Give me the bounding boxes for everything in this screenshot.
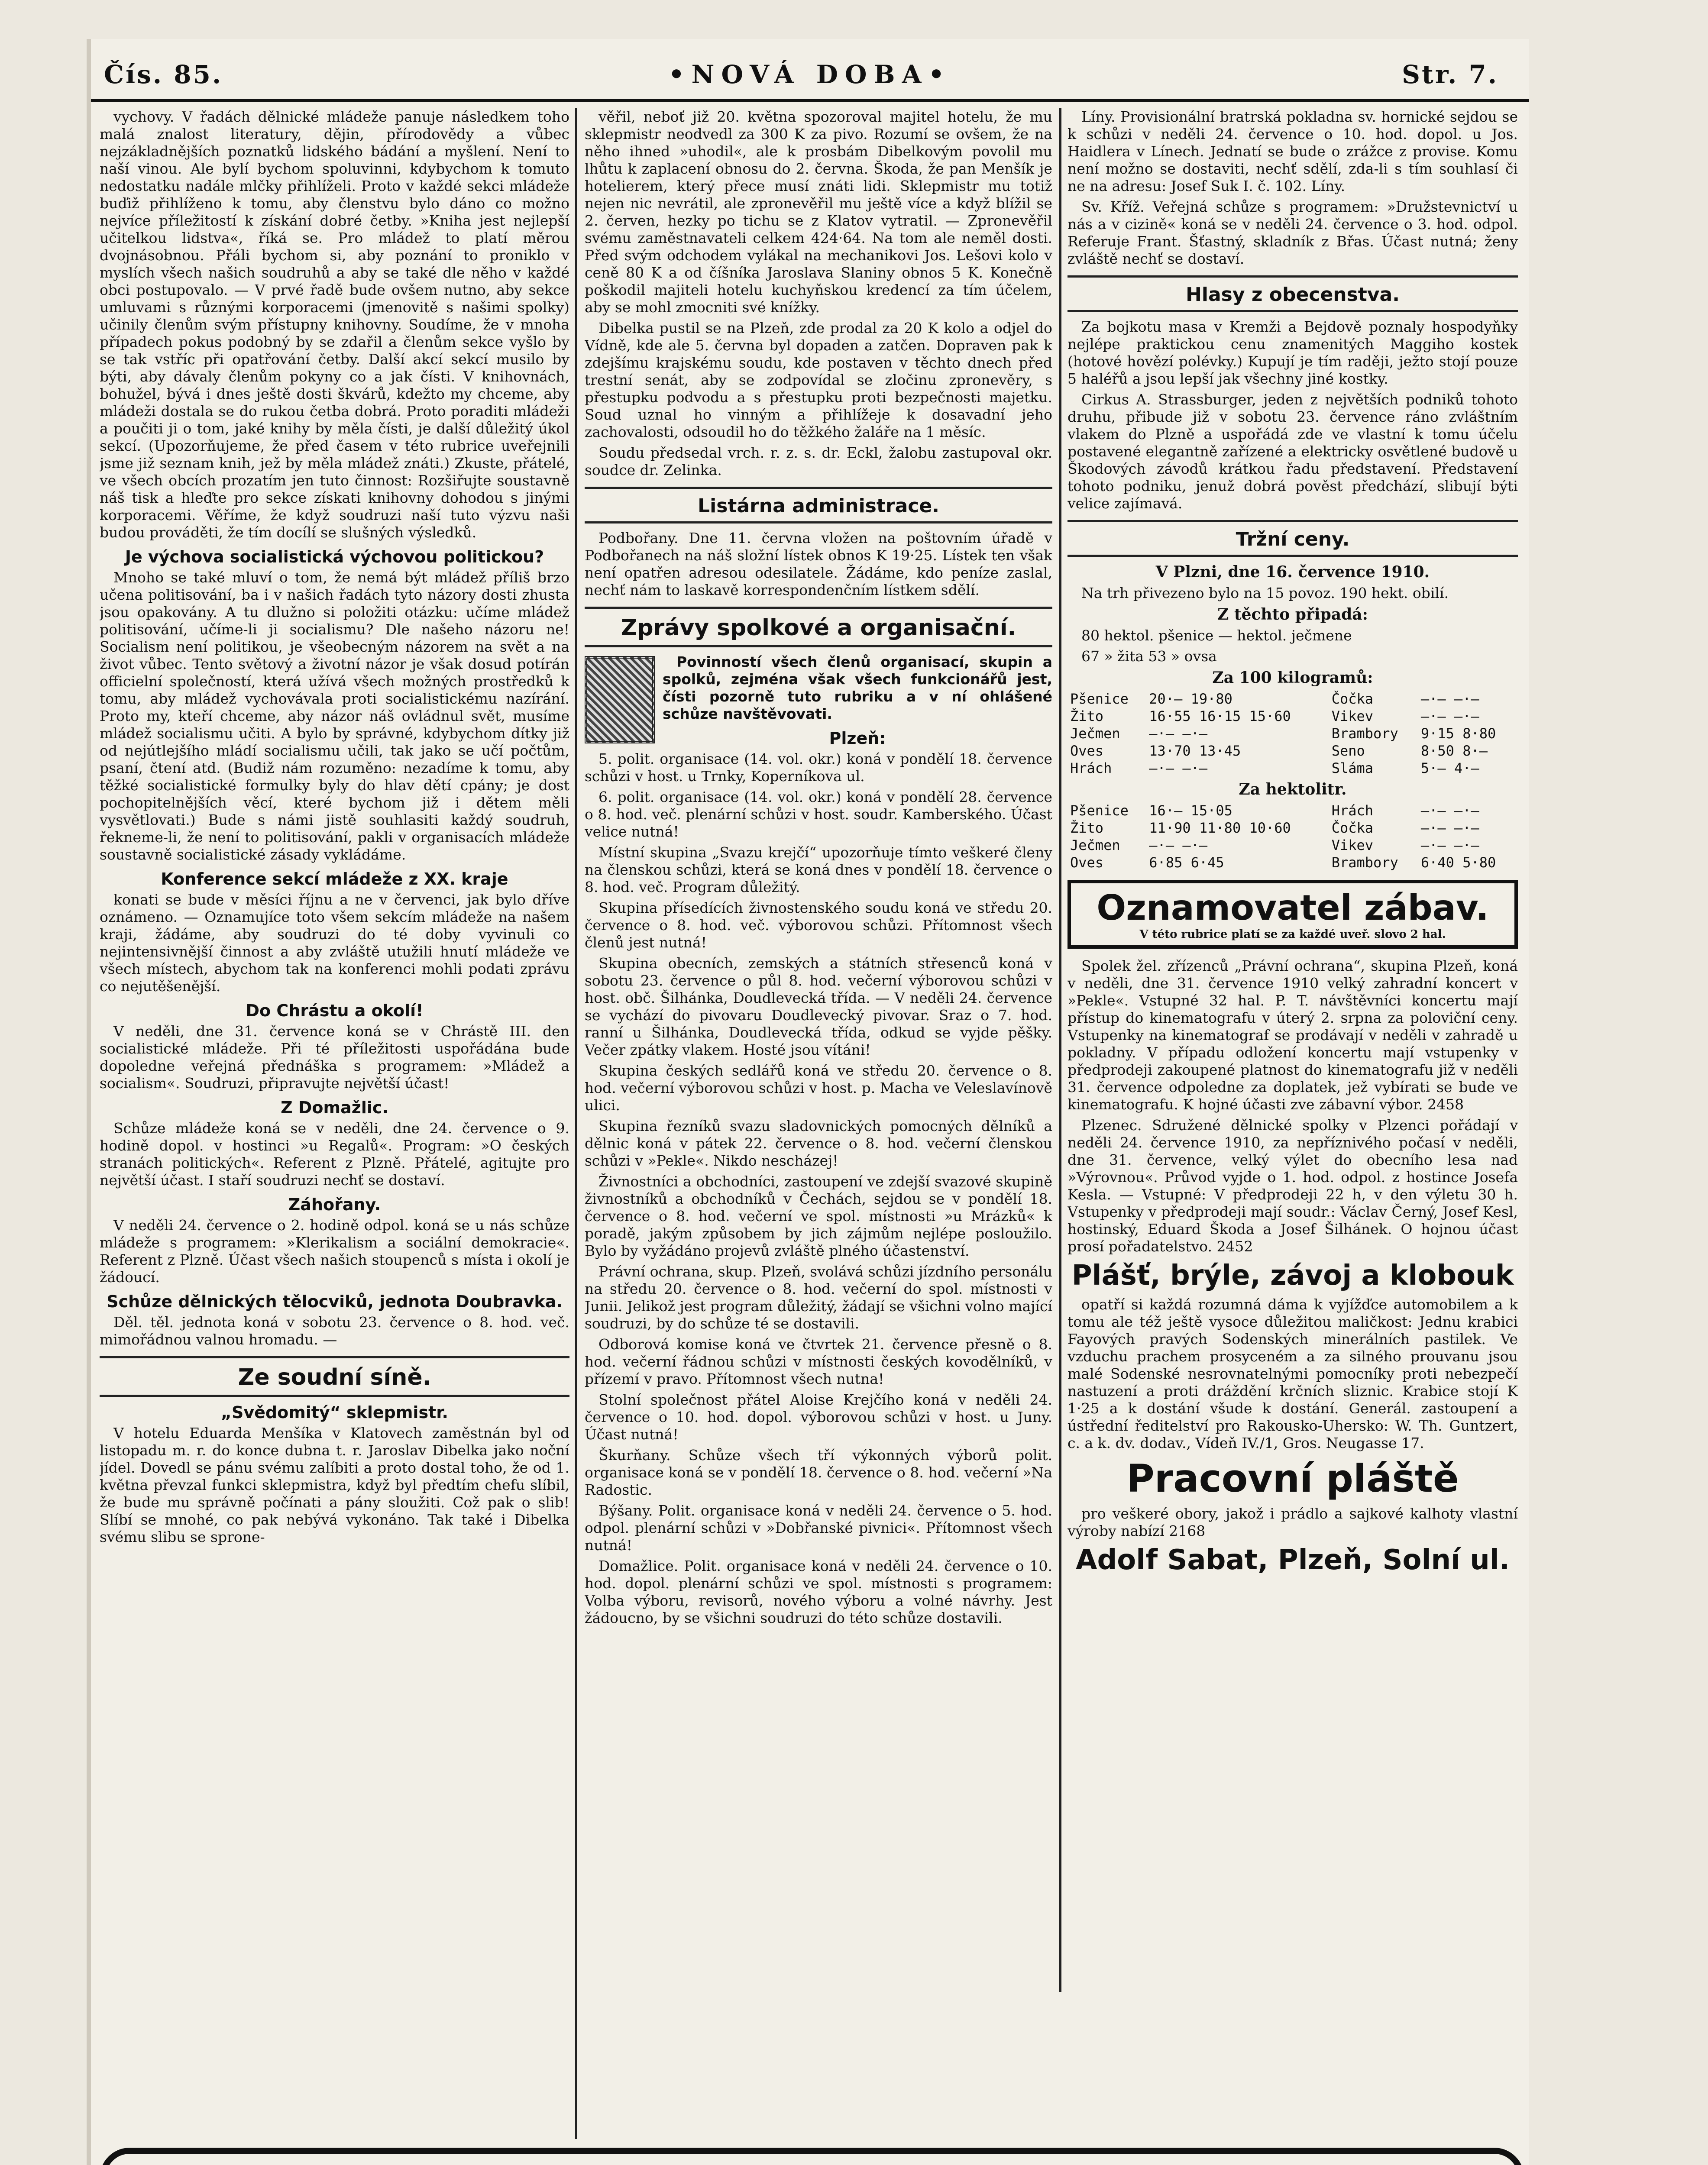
table-row	[1068, 742, 1518, 759]
market-subheading: Z těchto připadá:	[1217, 605, 1368, 624]
table-cell: 9·15 8·80	[1420, 725, 1496, 742]
article-text: V neděli, dne 31. července koná se v Chrástě III. den socialistické mládeže. Při té příležitosti uspořádána bude dopoledne veřejná přednáška s programem: »Mládež a socialism«. Soudruzi, připravujte největší účast!	[100, 1023, 569, 1092]
article-text: Skupina českých sedlářů koná ve středu 20. července o 8. hod. večerní výborovou schůzi v host. p. Macha ve Veleslavínově ulici.	[585, 1062, 1052, 1114]
ad-firm: Adolf Sabat, Plzeň, Solní ul.	[1075, 1544, 1510, 1576]
section-heading: Zprávy spolkové a organisační.	[585, 607, 1052, 647]
article-heading: Je výchova socialistická výchovou politickou?	[125, 547, 544, 566]
table-cell: —·— —·—	[1420, 837, 1479, 853]
article-text: Býšany. Polit. organisace koná v neděli 24. července o 5. hod. odpol. plenární schůzi v »Dobřanské pivnici«. Přítomnost všech nutná!	[585, 1502, 1052, 1554]
article-text: Místní skupina „Svazu krejčí“ upozorňuje tímto veškeré členy na členskou schůzi, která se koná dnes v pondělí 18. července o 8. hod. več. Program důležitý.	[585, 844, 1052, 895]
table-cell: Žito	[1070, 820, 1104, 836]
article-text: Stolní společnost přátel Aloise Krejčího koná v neděli 24. července o 10. hod. dopol. výborovou schůzi v host. u Juny. Účast nutná!	[585, 1391, 1052, 1443]
table-row	[1068, 819, 1518, 837]
ad-text: pro veškeré obory, jakož i prádlo a sajkové kalhoty vlastní výroby nabízí 2168	[1068, 1505, 1518, 1539]
article-text: V neděli 24. července o 2. hodině odpol. koná se u nás schůze mládeže s programem: »Klerikalism a sociální demokracie«. Referent z Plzně. Účast všech našich stoupenců s místa i okolí je žádoucí.	[100, 1217, 569, 1286]
table-cell: —·— —·—	[1420, 820, 1479, 836]
table-cell: Hrách	[1331, 802, 1374, 819]
article-text: Líny. Provisionální bratrská pokladna sv. hornické sejdou se k schůzi v neděli 24. července o 10. hod. dopol. u Jos. Haidlera v Línech. Jednatí se bude o zrážce z provise. Komu není možno se dostaviti, nechť sdělí, zda-li s tím souhlasí či ne na adresu: Josef Suk I. č. 102. Líny.	[1068, 108, 1518, 194]
article-text: Živnostníci a obchodníci, zastoupení ve zdejší svazové skupině živnostníků a obchodníků v Čechách, sejdou se v pondělí 18. července o 8. hod. večerní ve spol. místnosti »u Mrázků« k poradě, jakým způsobem by jich zájmům nejlépe posloužilo. Bylo by vyžádáno projevů zvláště plného účastenství.	[585, 1173, 1052, 1259]
table-cell: Čočka	[1331, 820, 1374, 836]
article-heading: Do Chrástu a okolí!	[246, 1001, 424, 1020]
market-subheading: Za hektolitr.	[1239, 780, 1347, 798]
table-cell: 6·85 6·45	[1149, 854, 1224, 871]
announcements-note: V této rubrice platí se za každé uveř. slovo 2 hal.	[1139, 928, 1446, 941]
market-text: 67 » žita 53 » ovsa	[1081, 648, 1217, 665]
table-cell: Seno	[1331, 743, 1365, 759]
section-heading: Ze soudní síně.	[100, 1356, 569, 1397]
article-text: 6. polit. organisace (14. vol. okr.) koná v pondělí 28. července o 8. hod. več. plenární schůzi v host. soudr. Kamberského. Účast velice nutná!	[585, 788, 1052, 840]
table-cell: Čočka	[1331, 691, 1374, 707]
article-text: Schůze mládeže koná se v neděli, dne 24. července o 9. hodině dopol. v hostinci »u Regalů«. Program: »O českých stranách politických«. Referent z Plzně. Přátelé, agitujte pro největší účast. I staří soudruzi nechť se dostaví.	[100, 1120, 569, 1189]
article-text: Sv. Kříž. Veřejná schůze s programem: »Družstevnictví u nás a v cizině« koná se v neděli 24. července o 3. hod. odpol. Referuje Frant. Šťastný, skladník z Břas. Účast nutná; ženy zvláště nechť se dostaví.	[1068, 198, 1518, 267]
ad-text: opatří si každá rozumná dáma k vyjížďce automobilem a k tomu ale též ještě vysoce důležitou maličkost: Jednu krabici Fayových pravých Sodenských minerálních pastilek. Ve vzduchu prachem prosyceném a za silného prouvanu jsou malé Sodenské nesrovnatelnými pomocníky proti nebezpečí nastuzení a proti dráždění krčních sliznic. Krabice stojí K 1·25 a k dostání všude k dostání. Generál. zastoupení a ústřední ředitelství pro Rakousko-Uhersko: W. Th. Guntzert, c. a k. dv. dodav., Vídeň IV./1, Gros. Neugasse 17.	[1068, 1296, 1518, 1451]
table-row	[1068, 725, 1518, 742]
table-cell: Pšenice	[1070, 802, 1129, 819]
column-divider	[575, 108, 577, 2139]
article-text: Mnoho se také mluví o tom, že nemá být mládež příliš brzo učena politisování, ba i v našich řadách tyto názory dosti zhusta jsou opakovány. A tu dlužno si položiti otázku: učíme mládež politisování, učíme-li ji socialismu? Dle našeho názoru ne! Socialism není politikou, je všeobecným názorem na svět a na život vůbec. Tento světový a životní názor je však dosud potírán officielní společností, která užívá všech možných prostředků k tomu, aby mládež vychovávala proti socialistickému nazírání. Proto my, kteří chceme, aby názor náš ovládnul svět, musíme mládež socialismu učiti. A bylo by správné, kdybychom dítky již od nejútlejšího mládí socialismu učili, tak jako se učí počtům, psaní, čtení atd. (Budiž nám rozuměno: nezadíme k tomu, aby těžké socialistické formulky byly do hlav dětí cpány; je dost pochopitelnějších věcí, které bychom již i dětem měli vysvětlovati.) Bude s námi jistě souhlasiti každý soudruh, řekneme-li, že není to politisování, pakli v organisacích mládeže soustavně socialistické zásady vykládáme.	[100, 569, 569, 863]
market-text: Na trh přivezeno bylo na 15 povoz. 190 hekt. obilí.	[1081, 585, 1449, 601]
article-text: Skupina obecních, zemských a státních střesenců koná v sobotu 23. července o půl 8. hod. večerní výborovou schůzi v host. obč. Šilhánka, Doudlevecká třída. — V neděli 24. července se vychází do pivovaru Doudlevecký pivovar. Sraz o 7. hod. ranní u Šilhánka, Doudlevecká třída, odkud se vyjde pěšky. Večer zpátky vlakem. Hosté jsou vítáni!	[585, 955, 1052, 1058]
column-3	[1068, 108, 1518, 1992]
ad-heading: Plášť, brýle, závoj a klobouk	[1071, 1260, 1514, 1292]
table-cell: Vikev	[1331, 837, 1374, 853]
table-cell: —·— —·—	[1149, 760, 1208, 776]
article-text: Podbořany. Dne 11. června vložen na poštovním úřadě v Podbořanech na náš složní lístek obnos K 19·25. Lístek ten však není opatřen adresou odesilatele. Žádáme, kdo peníze zaslal, nechť nám to laskavě korrespondenčním lístkem sdělí.	[585, 530, 1052, 598]
article-heading: Z Domažlic.	[281, 1098, 388, 1117]
ornament-image	[585, 656, 655, 743]
table-row	[1068, 759, 1518, 777]
table-cell: 5·— 4·—	[1420, 760, 1479, 776]
table-row	[1068, 854, 1518, 871]
table-cell: Oves	[1070, 854, 1104, 871]
article-text: Skupina přísedících živnostenského soudu koná ve středu 20. července o 8. hod. več. výborovou schůzi. Přítomnost všech členů jest nutná!	[585, 899, 1052, 951]
column-divider	[1059, 108, 1061, 1992]
table-cell: —·— —·—	[1420, 802, 1479, 819]
table-cell: Hrách	[1070, 760, 1112, 776]
market-table-100kg	[1068, 690, 1518, 777]
issue-number: Čís. 85.	[104, 60, 223, 89]
market-date: V Plzni, dne 16. července 1910.	[1155, 563, 1430, 581]
table-row	[1068, 802, 1518, 819]
maggi-advertisement	[100, 2148, 1524, 2165]
article-text: vychovy. V řadách dělnické mládeže panuje následkem toho malá znalost literatury, dějin, přírodovědy a vůbec nejzákladnějších poznatků lidského bádání a myšlení. Není to naší vinou. Ale bylí bychom spoluvinni, kdybychom k tomuto nedostatku nadále mlčky přihlíželi. Proto v každé sekci mládeže buďiž přihlíženo k tomu, aby členstvu bylo dáno co možno nejvíce příležitostí k získání dobré četby. »Kniha jest nejlepší učitelkou lidstva«, říká se. Pro mládež to platí měrou dvojnásobnou. Přáli bychom si, aby poznání to proniklo v myslích všech našich soudruhů a aby se také dle něho v každé obci postupovalo. — V prvé řadě bude ovšem nutno, aby sekce umluvami s různými korporacemi (jmenovitě s našimi spolky) učinily členům svým přístupny knihovny. Soudíme, že v mnoha případech pokus podobný by se zdařil a členům sekce vyšlo by se tak vstříc při opatřování četby. Další akcí sekcí musilo by býti, aby dávaly členům pokyny co a jak čísti. V knihovnách, bohužel, bývá i dnes ještě dosti škvárů, kdežto my chceme, aby mládeži dostala se do rukou četba dobrá. Proto poraditi mládeži a poučiti ji o tom, jaké knihy by měla čísti, je další důležitý úkol sekcí. (Upozorňujeme, že před časem v této rubrice uveřejnili jsme již seznam knih, jež by měla mládež znáti.) Zkuste, přátelé, ve všech obcích prozatím jen tuto činnost: Rozšiřujte soustavně náš tisk a hleďte pro sekce získati knihovny dohodou s jinými korporacemi. Věříme, že když soudruzi naší tuto výzvu naši budou prováděti, že tím docílí se slušných výsledků.	[100, 108, 569, 541]
newspaper-page	[87, 39, 1529, 2165]
table-cell: Brambory	[1331, 854, 1398, 871]
page-number: Str. 7.	[1402, 60, 1498, 89]
table-cell: Žito	[1070, 708, 1104, 724]
article-text: Cirkus A. Strassburger, jeden z největších podniků tohoto druhu, přibude již v sobotu 23. července ráno zvláštním vlakem do Plzně a uspořádá zde ve vlastní k tomu účelu postavené elegantně zařízené a elektricky osvětlené budově u Škodových závodů krátkou řadu představení. Představení tohoto podniku, jenuž dobrá pověst předchází, slibují býti velice zajímavá.	[1068, 391, 1518, 512]
table-cell: Ječmen	[1070, 837, 1120, 853]
page-header	[91, 47, 1529, 102]
column-1	[100, 108, 569, 2139]
table-cell: 8·50 8·—	[1420, 743, 1488, 759]
table-cell: 20·— 19·80	[1149, 691, 1232, 707]
article-heading: „Svědomitý“ sklepmistr.	[220, 1403, 448, 1422]
announcements-box	[1068, 880, 1518, 949]
article-text: V hotelu Eduarda Menšíka v Klatovech zaměstnán byl od listopadu m. r. do konce dubna t. r. Jaroslav Dibelka jako noční jídel. Dovedl se pánu svému zalíbiti a proto dostal toho, že od 1. května převzal funkci sklepmistra, když byl předtím chefu slíbil, že bude mu správně počínati a pány sloužiti. Což pak o slib! Slíbí se mnohé, co pak nebývá vykonáno. Tak také i Dibelka svému slibu se sprone-	[100, 1425, 569, 1545]
article-text: Plzenec. Sdružené dělnické spolky v Plzenci pořádají v neděli 24. července 1910, za nepříznivého počasí v neděli, dne 31. července, velký výlet do obecního lesa nad »Výrovnou«. Průvod vyjde o 1. hod. odpol. z hostince Josefa Kesla. — Vstupné: V předprodeji 22 h, v den výletu 30 h. Vstupenky v předprodeji mají soudr.: Václav Černý, Josef Kesl, hostinský, Eduard Škoda a Josef Šilhánek. O hojnou účast prosí pořadatelstvo. 2452	[1068, 1117, 1518, 1255]
market-table-hectolitre	[1068, 802, 1518, 871]
article-text: Spolek žel. zřízenců „Právní ochrana“, skupina Plzeň, koná v neděli, dne 31. července 1910 velký zahradní koncert v »Pekle«. Vstupné 32 hal. P. T. návštěvníci koncertu mají přístup do kinematografu v úterý 2. srpna za poloviční ceny. Vstupenky na kinematograf se prodávají v neděli v zahradě u pokladny. V případu odložení koncertu mají vstupenky v předprodeji zakoupené platnost do kinematografu již v neděli 31. července odpoledne za doplatek, jež vybírati se bude ve kinematografu. K hojné účasti zve zábavní výbor. 2458	[1068, 957, 1518, 1113]
article-text: Škurňany. Schůze všech tří výkonných výborů polit. organisace koná se v pondělí 18. července o 8. hod. večerní »Na Radostic.	[585, 1447, 1052, 1498]
table-cell: Brambory	[1331, 725, 1398, 742]
table-cell: 6·40 5·80	[1420, 854, 1496, 871]
section-heading: Listárna administrace.	[585, 487, 1052, 523]
table-row	[1068, 690, 1518, 708]
article-heading: Záhořany.	[288, 1195, 381, 1214]
article-text: Domažlice. Polit. organisace koná v neděli 24. července o 10. hod. dopol. plenární schůzi ve spol. místnosti s programem: Volba výboru, revisorů, nového výboru a volné návrhy. Jest žádoucno, by se všichni soudruzi do této schůze dostavili.	[585, 1558, 1052, 1626]
table-cell: Pšenice	[1070, 691, 1129, 707]
ad-heading: Pracovní pláště	[1126, 1456, 1459, 1501]
market-text: 80 hektol. pšenice — hektol. ječmene	[1081, 627, 1352, 644]
article-text: věřil, neboť již 20. května spozoroval majitel hotelu, že mu sklepmistr neodvedl za 300 K za pivo. Rozumí se ovšem, že na něho ihned »uhodil«, ale k prosbám Dibelkovým povolil mu lhůtu k zaplacení obnosu do 2. června. Škoda, že pan Menšík je hotelierem, který přece musí znáti lidi. Sklepmistr mu totiž nejen nic nevrátil, ale zpronevěřil mu ještě více a když blížil se 2. červen, hezky po tichu se z Klatov vytratil. — Zpronevěřil svému zaměstnavateli celkem 424·64. Na tom ale neměl dosti. Před svým odchodem vylákal na mechanikovi Jos. Lešovi kolo v ceně 80 K a od číšníka Jaroslava Slaniny obnos 5 K. Konečně poškodil majiteli hotelu kuchyňskou kredencí za tím účelem, aby se mohl zmocniti své knížky.	[585, 108, 1052, 316]
table-cell: Oves	[1070, 743, 1104, 759]
table-cell: —·— —·—	[1149, 837, 1208, 853]
table-cell: 16·— 15·05	[1149, 802, 1232, 819]
article-heading: Schůze dělnických tělocviků, jednota Doubravka.	[107, 1292, 563, 1311]
article-text: Soudu předsedal vrch. r. z. s. dr. Eckl, žalobu zastupoval okr. soudce dr. Zelinka.	[585, 444, 1052, 478]
article-text: Za bojkotu masa v Kremži a Bejdově poznaly hospodyňky nejlépe praktickou cenu znamenitých Maggiho kostek (hotové hovězí polévky.) Kupují je tím raději, ježto stojí pouze 5 haléřů a jsou lepší jak všechny jiné kostky.	[1068, 318, 1518, 387]
table-cell: —·— —·—	[1420, 708, 1479, 724]
table-cell: —·— —·—	[1420, 691, 1479, 707]
table-cell: 16·55 16·15 15·60	[1149, 708, 1291, 724]
article-text: Skupina řezníků svazu sladovnických pomocných dělníků a dělnic koná v pátek 22. července o 8. hod. večerní členskou schůzi v »Pekle«. Nikdo nescházej!	[585, 1118, 1052, 1169]
market-subheading: Za 100 kilogramů:	[1212, 669, 1373, 687]
column-2	[585, 108, 1052, 1992]
article-text: Dibelka pustil se na Plzeň, zde prodal za 20 K kolo a odjel do Vídně, kde ale 5. června byl dopaden a zatčen. Dopraven pak k zdejšímu krajskému soudu, kde postaven v těchto dnech před trestní senát, aby se zodpovídal se zločinu zpronevěry, s přestupku podvodu a s přestupku proti bezpečnosti majetku. Soud uznal ho vinným a přihlížeje k dosavadní jeho zachovalosti, odsoudil ho do těžkého žaláře na 1 měsíc.	[585, 320, 1052, 440]
table-cell: —·— —·—	[1149, 725, 1208, 742]
table-cell: Vikev	[1331, 708, 1374, 724]
table-cell: 11·90 11·80 10·60	[1149, 820, 1291, 836]
article-text: konati se bude v měsíci říjnu a ne v červenci, jak bylo dříve oznámeno. — Oznamujíce toto všem sekcím mládeže na našem kraji, žádáme, aby soudruzi do té doby vyvinuli co nejintensivnější činnost a aby zvláště utužili hnutí mládeže ve všech místech, abychom tak na konferenci mohli podati zprávu co nejutěšenější.	[100, 891, 569, 995]
article-text: 5. polit. organisace (14. vol. okr.) koná v pondělí 18. července schůzi v host. u Trnky, Koperníkova ul.	[585, 750, 1052, 785]
masthead-title: •NOVÁ DOBA•	[668, 60, 951, 89]
article-text: Děl. těl. jednota koná v sobotu 23. července o 8. hod. več. mimořádnou valnou hromadu. —	[100, 1314, 569, 1348]
table-cell: Sláma	[1331, 760, 1374, 776]
table-cell: 13·70 13·45	[1149, 743, 1241, 759]
article-text: Povinností všech členů organisací, skupin a spolků, zejména však všech funkcionářů jest, čísti pozorně tuto rubriku a v ní ohlášené schůze navštěvovati.	[663, 653, 1052, 722]
announcements-title: Oznamovatel zábav.	[1097, 888, 1489, 928]
section-heading: Hlasy z obecenstva.	[1068, 275, 1518, 312]
table-row	[1068, 837, 1518, 854]
section-heading: Tržní ceny.	[1068, 520, 1518, 557]
place-heading: Plzeň:	[829, 729, 886, 748]
table-row	[1068, 708, 1518, 725]
article-heading: Konference sekcí mládeže z XX. kraje	[161, 869, 508, 889]
table-cell: Ječmen	[1070, 725, 1120, 742]
article-text: Právní ochrana, skup. Plzeň, svolává schůzi jízdního personálu na středu 20. července o 8. hod. večerní do spol. místnosti v Junii. Jelikož jest program důležitý, žádají se všichni volno mající soudruzi, by do schůze té se dostavili.	[585, 1263, 1052, 1332]
article-text: Odborová komise koná ve čtvrtek 21. července přesně o 8. hod. večerní řádnou schůzi v místnosti českých kovodělníků, v přízemí v pravo. Přítomnost všech nutna!	[585, 1336, 1052, 1387]
